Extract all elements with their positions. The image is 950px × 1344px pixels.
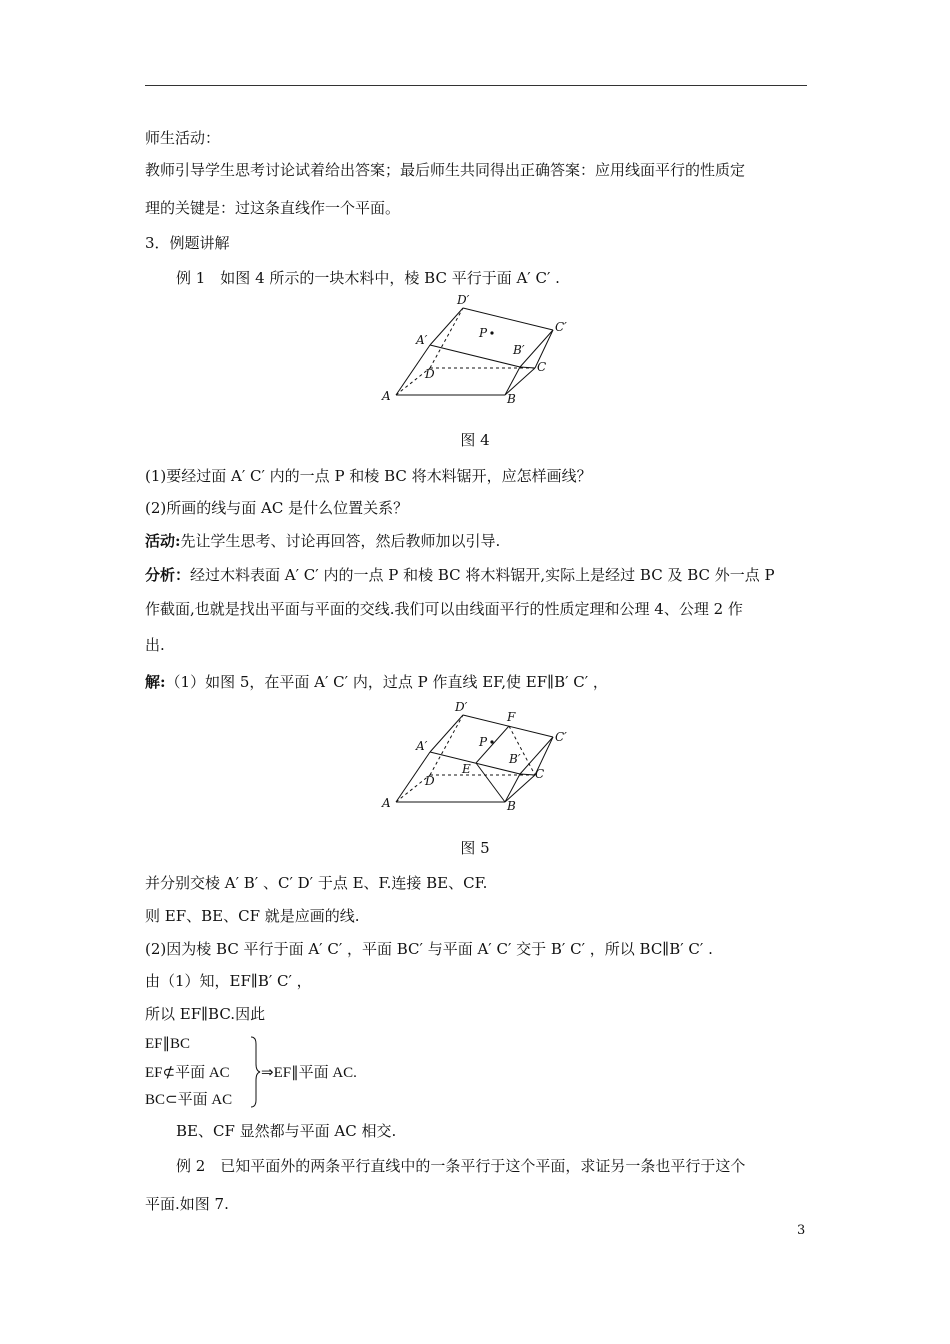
text-line: 出. [145, 636, 165, 654]
label-D: D [425, 774, 435, 788]
label-F: F [507, 710, 516, 724]
text-line: 理的关键是：过这条直线作一个平面。 [145, 199, 401, 217]
activity-label: 活动: [145, 532, 181, 550]
solution-text: （1）如图 5，在平面 A′ C′ 内，过点 P 作直线 EF,使 EF∥B′ C′ ， [165, 673, 608, 691]
label-A: A [382, 796, 391, 810]
text-line: 作截面,也就是找出平面与平面的交线.我们可以由线面平行的性质定理和公理 4、公理 2 作 [145, 600, 743, 618]
text-line: BE、CF 显然都与平面 AC 相交. [176, 1122, 397, 1140]
example-2: 例 2 已知平面外的两条平行直线中的一条平行于这个平面，求证另一条也平行于这个 [176, 1157, 746, 1175]
text-line: 所以 EF∥BC.因此 [145, 1005, 266, 1023]
text-line: 并分别交棱 A′ B′ 、C′ D′ 于点 E、F.连接 BE、CF. [145, 874, 488, 892]
text-line: 师生活动： [145, 129, 221, 147]
math-row-1: EF∥BC [145, 1036, 191, 1052]
math-row-3: BC⊂平面 AC [145, 1092, 233, 1108]
label-D: D [425, 367, 435, 381]
text-line: (1)要经过面 A′ C′ 内的一点 P 和棱 BC 将木料锯开，应怎样画线？ [145, 467, 592, 485]
label-Dp: D′ [457, 293, 470, 307]
label-C: C [535, 767, 545, 781]
figure-4 [375, 290, 585, 410]
analysis-label: 分析： [145, 566, 191, 584]
point-p [490, 331, 493, 334]
math-derivation [145, 1032, 405, 1112]
label-Cp: C′ [555, 730, 567, 744]
math-row-2: EF⊄平面 AC [145, 1065, 230, 1081]
page-number: 3 [797, 1223, 806, 1238]
label-Ap: A′ [416, 333, 428, 347]
analysis-line [145, 565, 775, 585]
analysis-text: 经过木料表面 A′ C′ 内的一点 P 和棱 BC 将木料锯开,实际上是经过 BC 及 BC 外一点 P [190, 566, 775, 584]
text-line: 教师引导学生思考讨论试着给出答案；最后师生共同得出正确答案：应用线面平行的性质定 [145, 161, 746, 179]
label-P: P [479, 735, 488, 749]
right-brace [249, 1036, 261, 1108]
figure-5 [375, 697, 585, 817]
text-line: 平面.如图 7. [145, 1195, 229, 1213]
point-p [490, 740, 493, 743]
math-conclusion: ⇒EF∥平面 AC. [261, 1065, 357, 1081]
solution-line [145, 672, 608, 692]
example-1: 例 1 如图 4 所示的一块木料中，棱 BC 平行于面 A′ C′ . [176, 269, 560, 287]
label-B: B [507, 799, 516, 813]
header-rule [145, 85, 807, 86]
text-line: (2)因为棱 BC 平行于面 A′ C′ ，平面 BC′ 与平面 A′ C′ 交于 B′ C′ ，所以 BC∥B′ C′ . [145, 940, 713, 958]
label-B: B [507, 392, 516, 406]
text-line: (2)所画的线与面 AC 是什么位置关系？ [145, 499, 409, 517]
label-Bp: B′ [509, 752, 521, 766]
text-line: 由（1）知，EF∥B′ C′ ， [145, 972, 312, 990]
label-C: C [537, 360, 547, 374]
solution-label: 解: [145, 673, 166, 691]
activity-text: 先让学生思考、讨论再回答，然后教师加以引导. [180, 532, 501, 550]
label-P: P [479, 326, 488, 340]
activity-line [145, 531, 500, 551]
figure-4-caption: 图 4 [460, 431, 490, 449]
label-E: E [462, 762, 471, 776]
label-A: A [382, 389, 391, 403]
label-Ap: A′ [416, 739, 428, 753]
label-Cp: C′ [555, 320, 567, 334]
figure-5-caption: 图 5 [460, 839, 490, 857]
text-line: 则 EF、BE、CF 就是应画的线. [145, 907, 360, 925]
section-heading: 3．例题讲解 [145, 234, 230, 252]
label-Bp: B′ [513, 343, 525, 357]
label-Dp: D′ [455, 700, 468, 714]
